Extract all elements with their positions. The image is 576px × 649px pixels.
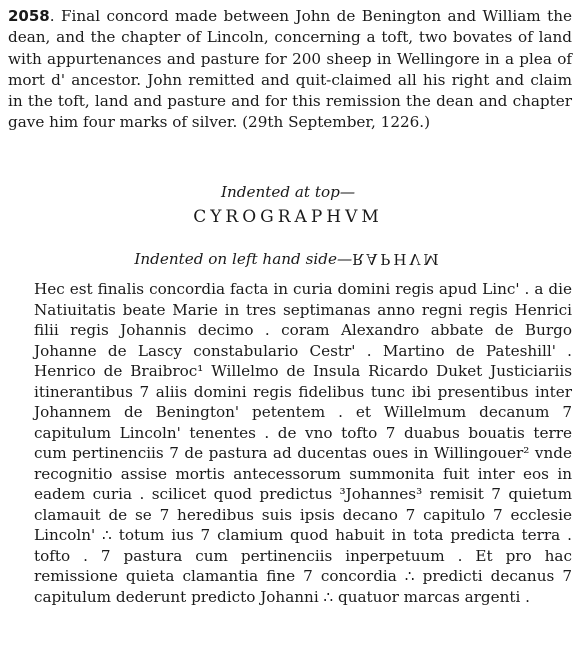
indented-left-heading bbox=[0, 250, 576, 268]
indented-left-label: Indented on left hand side— bbox=[134, 250, 353, 268]
latin-charter-text: Hec est finalis concordia facta in curia domini regis apud Linc' . a die Natiuitatis beate Marie in tres septimanas anno regni regis Henrici filii regis Johannis decimo . coram Alexandro abbate de Burgo Johanne de Lascy constabulario Cestr' . Martino de Pateshill' . Henrico de Braibroc¹ Willelmo de Insula Ricardo Duket Justiciariis itinerantibus 7 aliis domini regis fidelibus tunc ibi presentibus inter Johannem de Benington' petentem . et Willelmum decanum 7 capitulum Lincoln' tenentes . de vno tofto 7 duabus bouatis terre cum pertinenciis 7 de pastura ad ducentas oues in Willingouer² vnde recognitio assise mortis antecessorum summonita fuit inter eos in eadem curia . scilicet quod predictus ³Johannes³ remisit 7 quietum clamauit de se 7 heredibus suis ipsis decano 7 capitulo 7 ecclesie Lincoln' ∴ totum ius 7 clamium quod habuit in tota predicta terra . tofto . 7 pastura cum pertinenciis inperpetuum . Et pro hac remissione quieta clamantia fine 7 concordia ∴ predicti decanus 7 capitulum dederunt predicto Johanni ∴ quatuor marcas argenti . bbox=[34, 280, 572, 606]
raphum-inverted-text: RAPHVM bbox=[352, 250, 442, 268]
cyrographum-heading: CYROGRAPHVM bbox=[193, 207, 383, 227]
entry-summary-text: . Final concord made between John de Benington and William the dean, and the chapter of Lincoln, concerning a toft, two bovates of land with appurtenances and pasture for 200 sheep in Wellingore in a plea of mort d' ancestor. John remitted and quit-claimed all his right and claim in the toft, land and pasture and for this remission the dean and chapter gave him four marks of silver. (29th September, 1226.) bbox=[8, 7, 572, 132]
entry-number: 2058 bbox=[8, 7, 50, 25]
indented-at-top-heading: Indented at top— bbox=[220, 183, 356, 201]
entry-summary bbox=[8, 6, 572, 134]
